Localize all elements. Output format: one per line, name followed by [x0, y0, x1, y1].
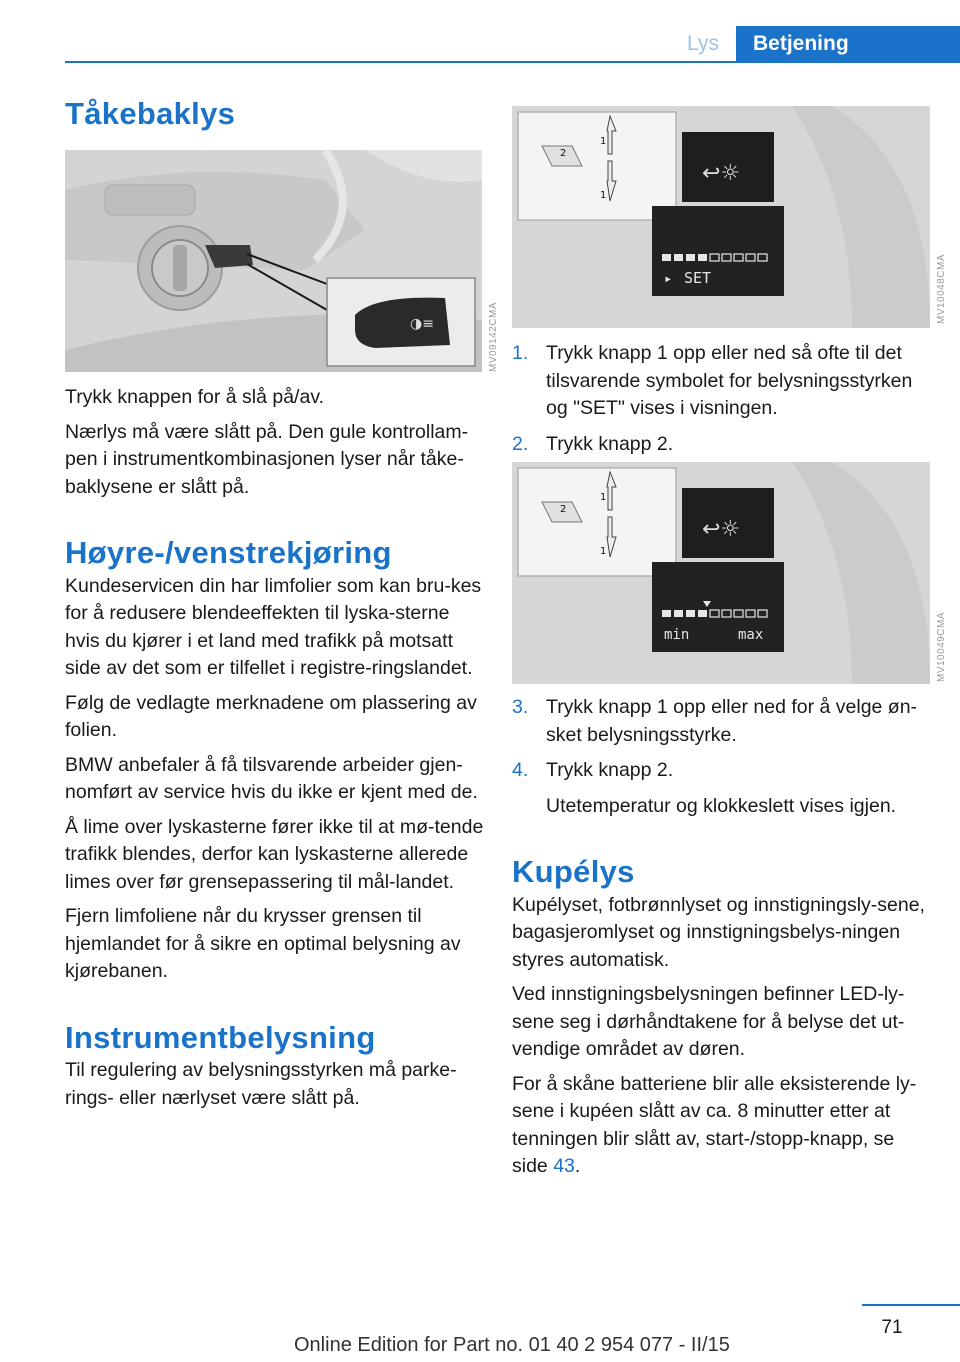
page-link[interactable]: 43: [553, 1155, 575, 1177]
paragraph: Å lime over lyskasterne fører ikke til at mø-tende trafikk blendes, derfor kan lyskasterne allerede limes over før grensepassering til mål-landet.: [65, 815, 484, 893]
figure-instrument-set: [512, 106, 930, 328]
step-item: [512, 694, 932, 749]
step-item: [512, 340, 932, 423]
paragraph: [512, 1071, 932, 1181]
paragraph: Fjern limfoliene når du krysser grensen til hjemlandet for å sikre en optimal belysning av kjørebanen.: [65, 905, 461, 982]
paragraph: Til regulering av belysningsstyrken må parke-rings- eller nærlyset være slått på.: [65, 1059, 457, 1109]
step-text: Trykk knapp 2.: [546, 759, 674, 781]
paragraph: Kupélyset, fotbrønnlyset og innstigningsly-sene, bagasjeromlyset og innstigningsbelys-ningen styres automatisk.: [512, 893, 925, 971]
step-item: [512, 757, 932, 820]
arrow-label-1b: 1: [600, 190, 607, 201]
paragraph: BMW anbefaler å få tilsvarende arbeider gjen-nomført av service hvis du ikke er kjent med de.: [65, 753, 478, 803]
step-number: 4.: [512, 759, 529, 781]
step-subtext: Utetemperatur og klokkeslett vises igjen.: [546, 794, 897, 817]
svg-text:↩☼: ↩☼: [702, 517, 741, 542]
figure-code: MV09142CMA: [488, 301, 499, 372]
paragraph-text: .: [574, 1155, 581, 1177]
header-tab-section[interactable]: Lys: [687, 32, 719, 55]
svg-text:1: 1: [600, 546, 607, 557]
svg-text:2: 2: [560, 504, 567, 515]
paragraph: Nærlys må være slått på. Den gule kontrollam-pen i instrumentkombinasjonen lyser når tåke-baklysene er slått på.: [65, 420, 469, 498]
step-list: [512, 694, 932, 820]
step-item: [512, 431, 932, 459]
instrument-brightness-illustration: [512, 462, 930, 684]
figure-code: MV10048CMA: [936, 253, 947, 324]
figure-fog-light-switch: [65, 150, 482, 372]
step-number: 2.: [512, 432, 529, 455]
step-text: Trykk knapp 1 opp eller ned så ofte til det tilsvarende symbolet for belysningsstyrken og "SET" vises i visningen.: [546, 342, 913, 419]
section-takebaklys: [65, 96, 485, 131]
header-rule: [65, 61, 960, 63]
header-tab-chapter[interactable]: Betjening: [736, 26, 960, 61]
figure-instrument-brightness: [512, 462, 930, 684]
arrow-label-2: 2: [560, 148, 567, 159]
steps-block-2: [512, 694, 932, 1188]
step-text: Trykk knapp 1 opp eller ned for å velge øn-sket belysningsstyrke.: [546, 696, 918, 746]
left-text-block: [65, 384, 485, 1119]
paragraph: Ved innstigningsbelysningen befinner LED-ly-sene seg i dørhåndtakene for å belyse det ut-vendige området av døren.: [512, 983, 905, 1060]
footer-edition: Online Edition for Part no. 01 40 2 954 077 - II/15: [294, 1334, 730, 1356]
page-number-rule: [862, 1304, 960, 1306]
display-max-text: max: [738, 627, 764, 643]
step-text: Trykk knapp 2.: [546, 432, 674, 455]
svg-text:1: 1: [600, 492, 607, 503]
page-number: 71: [881, 1317, 903, 1338]
step-number: 1.: [512, 342, 529, 364]
display-set-text: SET: [684, 269, 712, 287]
svg-text:↩☼: ↩☼: [702, 161, 741, 186]
paragraph: Trykk knappen for å slå på/av.: [65, 386, 325, 408]
paragraph: Kundeservicen din har limfolier som kan bru-kes for å redusere blendeeffekten til lyska-sterne hvis du kjører i et land med trafikk på motsatt side av det som er tilfellet i registre-ringslandet.: [65, 574, 482, 679]
paragraph-text: For å skåne batteriene blir alle eksisterende ly-sene i kupéen slått av ca. 8 minutter etter at tenningen blir slått av, start-/stopp-knapp, se side: [512, 1072, 917, 1177]
instrument-set-illustration: [512, 106, 930, 328]
section-title: Høyre-/venstrekjøring: [65, 535, 392, 570]
svg-text:▸: ▸: [664, 271, 673, 287]
arrow-label-1: 1: [600, 136, 607, 147]
section-title: Tåkebaklys: [65, 96, 236, 131]
steps-block-1: [512, 340, 932, 466]
fog-switch-illustration: [65, 150, 482, 372]
step-number: 3.: [512, 696, 529, 718]
step-list: [512, 340, 932, 458]
display-min-text: min: [664, 627, 690, 643]
paragraph: Følg de vedlagte merknadene om plassering av folien.: [65, 691, 477, 741]
section-title: Kupélys: [512, 854, 635, 889]
figure-code: MV10049CMA: [936, 611, 947, 682]
section-title: Instrumentbelysning: [65, 1019, 376, 1055]
svg-text:◑≡: ◑≡: [410, 316, 434, 332]
